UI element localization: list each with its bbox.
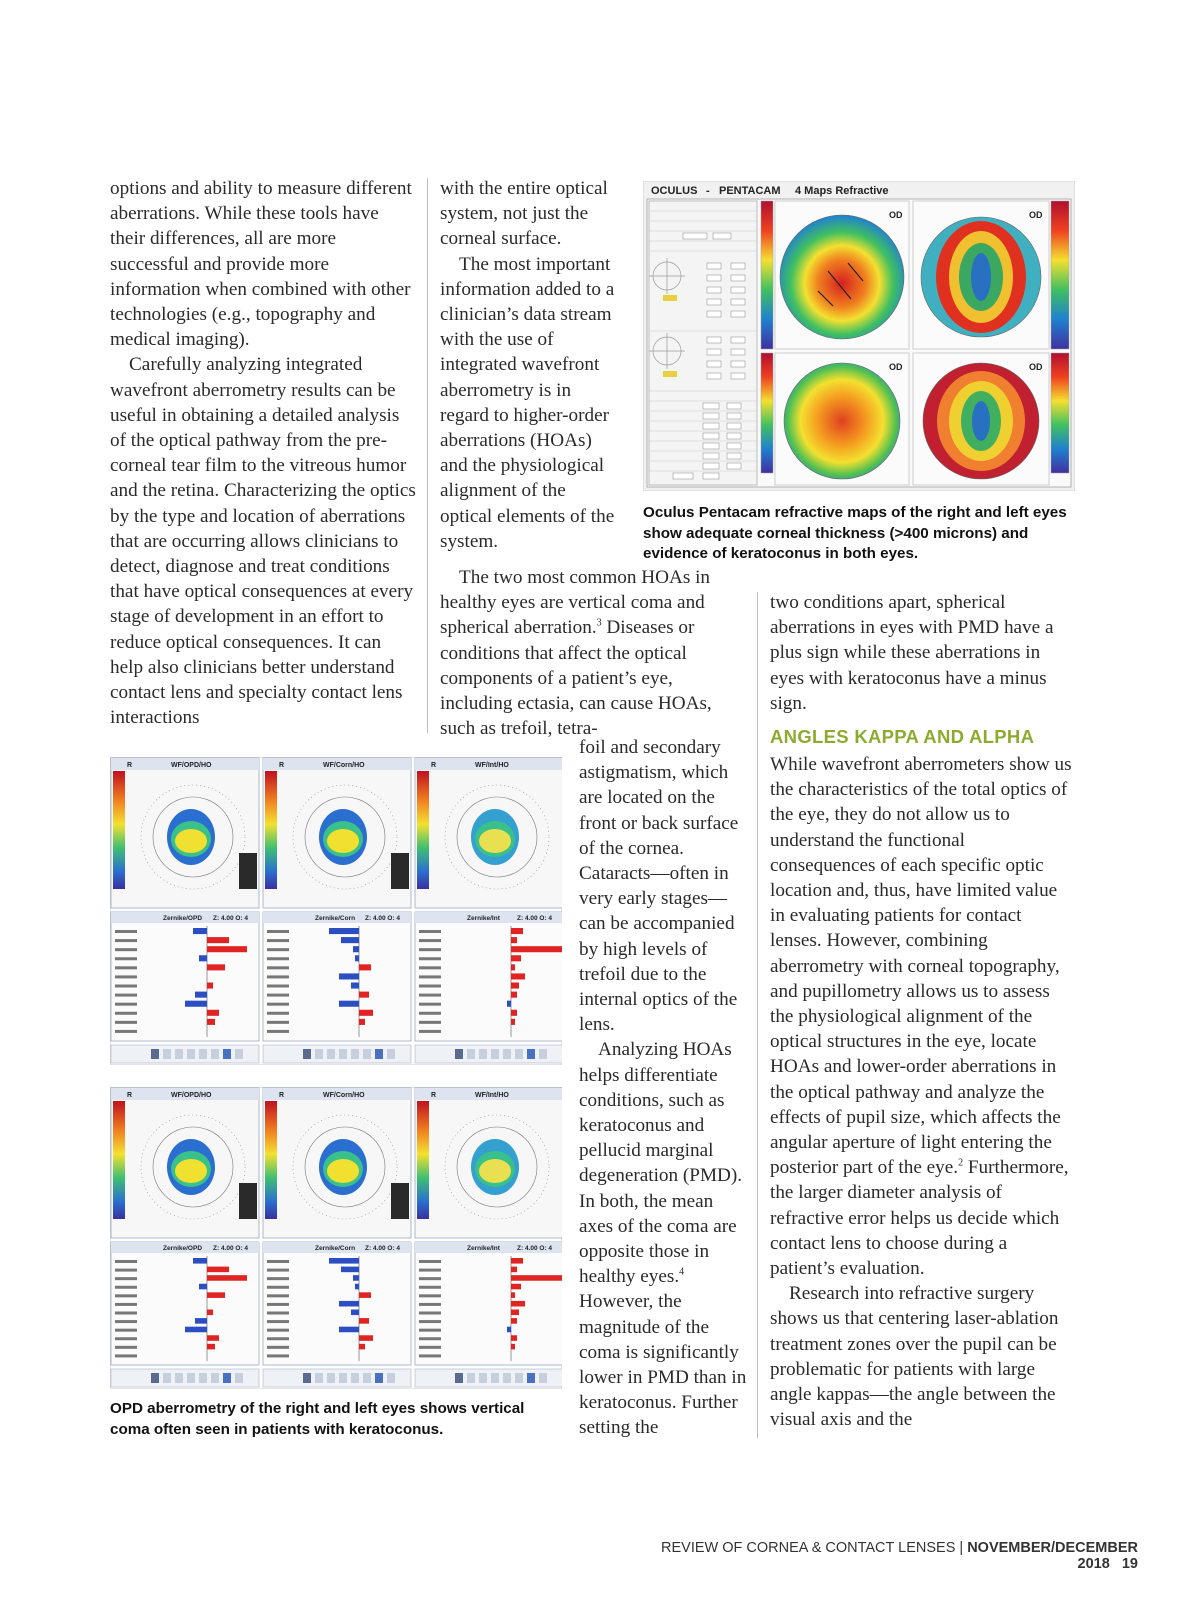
term-label xyxy=(267,930,289,933)
toolbar-button xyxy=(539,1373,547,1383)
coefficient-bar xyxy=(207,1310,213,1316)
term-label xyxy=(115,1277,137,1280)
toolbar-button xyxy=(467,1373,475,1383)
zernike-title: Zernike/OPD xyxy=(163,1245,203,1252)
toolbar-button xyxy=(479,1373,487,1383)
toolbar-button xyxy=(375,1373,383,1383)
section-heading: ANGLES KAPPA AND ALPHA xyxy=(770,726,1035,748)
zernike-title: Zernike/Int xyxy=(467,915,500,922)
toolbar-button xyxy=(351,1049,359,1059)
coefficient-bar xyxy=(511,964,515,970)
toolbar-button xyxy=(503,1049,511,1059)
coefficient-bar xyxy=(511,946,562,952)
coefficient-bar xyxy=(207,1267,229,1273)
coefficient-bar xyxy=(511,1010,517,1016)
term-label xyxy=(267,1269,289,1272)
page-footer xyxy=(600,1540,1138,1572)
term-label xyxy=(115,1320,137,1323)
term-label xyxy=(267,975,289,978)
coefficient-bar xyxy=(207,964,225,970)
paragraph: Research into refractive surgery shows us that centering laser-ablation treatment zones over the pupil can be problematic for patients with large angle kappas—the angle between the visual axis and the xyxy=(770,1283,1059,1431)
toolbar-button xyxy=(387,1049,395,1059)
coefficient-bar xyxy=(359,1318,369,1324)
panel-title: WF/Corn/HO xyxy=(323,1092,365,1099)
coefficient-bar xyxy=(351,1310,359,1316)
coefficient-bar xyxy=(511,1258,523,1264)
term-label xyxy=(267,994,289,997)
term-label xyxy=(115,1030,137,1033)
eye-label: R xyxy=(431,762,437,769)
toolbar-button xyxy=(467,1049,475,1059)
term-label xyxy=(419,975,441,978)
text-run: However, the magnitude of the coma is significantly lower in PMD than in keratoconus. Further setting the xyxy=(579,1291,747,1439)
coefficient-bar xyxy=(193,1258,207,1264)
coefficient-bar xyxy=(339,1301,359,1307)
paragraph xyxy=(440,565,740,741)
coefficient-bar xyxy=(511,973,525,979)
od-label: OD xyxy=(1029,210,1043,220)
coefficient-bar xyxy=(359,1019,365,1025)
toolbar-button xyxy=(455,1049,463,1059)
term-label xyxy=(115,985,137,988)
citation: 2 xyxy=(958,1157,964,1169)
coefficient-bar xyxy=(511,1318,517,1324)
citation: 4 xyxy=(679,1266,685,1278)
paragraph: with the entire optical system, not just the corneal surface. xyxy=(440,178,608,250)
toolbar-button xyxy=(223,1373,231,1383)
eye-label: R xyxy=(127,1092,133,1099)
toolbar-button xyxy=(235,1049,243,1059)
wavefront-blob xyxy=(175,829,207,853)
toolbar-button xyxy=(503,1373,511,1383)
term-label xyxy=(267,957,289,960)
toolbar-button xyxy=(151,1373,159,1383)
toolbar-button xyxy=(527,1049,535,1059)
toolbar-button xyxy=(199,1373,207,1383)
coefficient-bar xyxy=(359,1010,373,1016)
term-label xyxy=(419,994,441,997)
toolbar-button xyxy=(515,1373,523,1383)
eye-label: R xyxy=(431,1092,437,1099)
zernike-order: Z: 4.00 O: 4 xyxy=(213,915,249,922)
column-2-middle xyxy=(440,565,740,741)
term-label xyxy=(267,1294,289,1297)
coefficient-bar xyxy=(511,1019,515,1025)
toolbar-button xyxy=(211,1049,219,1059)
zernike-title: Zernike/OPD xyxy=(163,915,203,922)
color-scale xyxy=(417,1101,429,1219)
term-label xyxy=(267,1312,289,1315)
text-run: Diseases or conditions that affect the optical components of a patient’s eye, including ectasia, can cause HOAs, such as trefoil, tetra- xyxy=(440,617,712,740)
pentacam-product: PENTACAM xyxy=(719,185,781,197)
toolbar-button xyxy=(315,1373,323,1383)
toolbar-button xyxy=(515,1049,523,1059)
term-label xyxy=(419,939,441,942)
coefficient-bar xyxy=(341,937,359,943)
coefficient-bar xyxy=(511,1292,515,1298)
term-label xyxy=(115,1269,137,1272)
term-label xyxy=(115,975,137,978)
coefficient-bar xyxy=(207,946,247,952)
pentacam-mode: 4 Maps Refractive xyxy=(795,185,889,197)
zernike-title: Zernike/Corn xyxy=(315,1245,356,1252)
term-label xyxy=(115,1346,137,1349)
coefficient-bar xyxy=(193,928,207,934)
term-label xyxy=(115,948,137,951)
term-label xyxy=(115,1312,137,1315)
toolbar-button xyxy=(235,1373,243,1383)
term-label xyxy=(419,1337,441,1340)
coefficient-bar xyxy=(511,928,523,934)
column-1 xyxy=(110,176,416,730)
toolbar-button xyxy=(491,1373,499,1383)
pentacam-caption: Oculus Pentacam refractive maps of the right and left eyes show adequate corneal thickness (>400 microns) and evidence of keratoconus in both eyes. xyxy=(643,504,1067,562)
paragraph xyxy=(579,1037,747,1440)
corneal-thickness-map xyxy=(761,353,909,485)
pentacam-separator: - xyxy=(706,185,710,197)
opd-caption: OPD aberrometry of the right and left eyes shows vertical coma often seen in patients with keratoconus. xyxy=(110,1400,525,1438)
text-run: Analyzing HOAs helps differentiate conditions, such as keratoconus and pellucid marginal degeneration (PMD). In both, the mean axes of the coma are opposite those in healthy eyes. xyxy=(579,1039,743,1288)
term-label xyxy=(419,1354,441,1357)
term-label xyxy=(267,1260,289,1263)
od-label: OD xyxy=(1029,362,1043,372)
panel-title: WF/OPD/HO xyxy=(171,762,212,769)
coefficient-bar xyxy=(207,1292,225,1298)
toolbar-button xyxy=(339,1049,347,1059)
term-label xyxy=(115,939,137,942)
toolbar-button xyxy=(303,1373,311,1383)
psf-thumbnail xyxy=(391,1183,409,1219)
term-label xyxy=(267,1354,289,1357)
toolbar-button xyxy=(327,1049,335,1059)
term-label xyxy=(419,1329,441,1332)
color-scale xyxy=(417,771,429,889)
opd-figure-right-eye xyxy=(110,757,562,1065)
citation: 3 xyxy=(596,618,602,630)
term-label xyxy=(115,1303,137,1306)
paragraph: The most important information added to a clinician’s data stream with the use of integrated wavefront aberrometry is in regard to higher-order aberrations (HOAs) and the physiological alignment of the optical elements of the system. xyxy=(440,253,615,552)
column-2-upper xyxy=(440,176,618,554)
zernike-order: Z: 4.00 O: 4 xyxy=(517,1245,553,1252)
term-label xyxy=(419,957,441,960)
term-label xyxy=(419,1260,441,1263)
term-label xyxy=(115,957,137,960)
paragraph: options and ability to measure different aberrations. While these tools have their differences, all are more successful and provide more information when combined with other technologies (e.g., topography and medical imaging). xyxy=(110,178,412,351)
od-label: OD xyxy=(889,362,903,372)
coefficient-bar xyxy=(511,1284,521,1290)
text-run: Furthermore, the larger diameter analysis of refractive error helps us decide which contact lens to choose during a patient’s evaluation. xyxy=(770,1157,1069,1280)
wavefront-blob xyxy=(479,1159,511,1183)
coefficient-bar xyxy=(353,1275,359,1281)
eye-label: R xyxy=(279,1092,285,1099)
toolbar-button xyxy=(199,1049,207,1059)
coefficient-bar xyxy=(207,1335,219,1341)
journal-name: REVIEW OF CORNEA & CONTACT LENSES | xyxy=(661,1540,968,1556)
term-label xyxy=(115,1260,137,1263)
color-scale xyxy=(113,1101,125,1219)
toolbar-button xyxy=(303,1049,311,1059)
toolbar-button xyxy=(211,1373,219,1383)
coefficient-bar xyxy=(207,937,229,943)
color-scale xyxy=(265,771,277,889)
term-label xyxy=(419,1320,441,1323)
toolbar-button xyxy=(327,1373,335,1383)
toolbar-button xyxy=(223,1049,231,1059)
eye-label: R xyxy=(127,762,133,769)
coefficient-bar xyxy=(185,1327,207,1333)
term-label xyxy=(419,1312,441,1315)
zernike-order: Z: 4.00 O: 4 xyxy=(213,1245,249,1252)
term-label xyxy=(419,1294,441,1297)
coefficient-bar xyxy=(353,946,359,952)
page-number: 19 xyxy=(1121,1556,1138,1572)
coefficient-bar xyxy=(359,992,369,998)
coefficient-bar xyxy=(351,983,359,989)
coefficient-bar xyxy=(199,1284,207,1290)
coefficient-bar xyxy=(207,983,213,989)
term-label xyxy=(419,1269,441,1272)
text-run: While wavefront aberrometers show us the characteristics of the total optics of the eye, they do not allow us to understand the functional consequences of each specific optic location and, thus, have limited value in evaluating patients for contact lenses. However, combining aberrometry with corneal topography, and pupillometry allows us to assess the physiological alignment of the optical structures in the eye, locate HOAs and lower-order aberrations in the optical pathway and analyze the effects of pupil size, which affects the angular aperture of light entering the posterior part of the eye. xyxy=(770,754,1072,1179)
toolbar-button xyxy=(163,1049,171,1059)
pentacam-figure xyxy=(643,181,1075,491)
toolbar-button xyxy=(151,1049,159,1059)
term-label xyxy=(419,1277,441,1280)
term-label xyxy=(267,966,289,969)
term-label xyxy=(115,1286,137,1289)
toolbar-button xyxy=(163,1373,171,1383)
term-label xyxy=(115,994,137,997)
wavefront-blob xyxy=(327,829,359,853)
zernike-order: Z: 4.00 O: 4 xyxy=(517,915,553,922)
psf-thumbnail xyxy=(239,853,257,889)
term-label xyxy=(267,1329,289,1332)
term-label xyxy=(419,948,441,951)
opd-image xyxy=(110,757,562,1065)
wavefront-blob xyxy=(327,1159,359,1183)
opd-image xyxy=(110,1087,562,1389)
zernike-order: Z: 4.00 O: 4 xyxy=(365,1245,401,1252)
coefficient-bar xyxy=(207,1010,219,1016)
opd-figure-left-eye xyxy=(110,1087,562,1389)
coefficient-bar xyxy=(339,973,359,979)
coefficient-bar xyxy=(511,937,517,943)
psf-thumbnail xyxy=(391,853,409,889)
coefficient-bar xyxy=(329,928,359,934)
coefficient-bar xyxy=(339,1327,359,1333)
toolbar-button xyxy=(175,1373,183,1383)
coefficient-bar xyxy=(511,1267,517,1273)
term-label xyxy=(419,985,441,988)
column-rule xyxy=(757,592,758,1438)
coefficient-bar xyxy=(355,955,359,961)
coefficient-bar xyxy=(359,1335,373,1341)
paragraph: Carefully analyzing integrated wavefront aberrometry results can be useful in obtaining a detailed analysis of the optical pathway from the pre-corneal tear film to the vitreous humor and the retina. Characterizing the optics by the type and location of aberrations that are occurring allows clinicians to detect, diagnose and treat conditions that have optical consequences at every stage of development in an effort to reduce optical consequences. It can help also clinicians better understand contact lens and specialty contact lens interactions xyxy=(110,354,416,729)
term-label xyxy=(267,1320,289,1323)
panel-title: WF/OPD/HO xyxy=(171,1092,212,1099)
coefficient-bar xyxy=(511,983,519,989)
coefficient-bar xyxy=(339,1001,359,1007)
term-label xyxy=(115,1012,137,1015)
term-label xyxy=(267,1346,289,1349)
toolbar-button xyxy=(315,1049,323,1059)
term-label xyxy=(115,930,137,933)
coefficient-bar xyxy=(511,1344,515,1350)
wavefront-blob xyxy=(479,829,511,853)
coefficient-bar xyxy=(511,1275,562,1281)
term-label xyxy=(267,1303,289,1306)
patient-data-panel xyxy=(649,201,757,485)
term-label xyxy=(115,966,137,969)
term-label xyxy=(267,1337,289,1340)
back-elevation-map xyxy=(913,353,1069,485)
paragraph: two conditions apart, spherical aberrations in eyes with PMD have a plus sign while these aberrations in eyes with keratoconus have a minus sign. xyxy=(770,592,1054,714)
toolbar-button xyxy=(339,1373,347,1383)
coefficient-bar xyxy=(359,1292,371,1298)
term-label xyxy=(115,1003,137,1006)
term-label xyxy=(419,1012,441,1015)
coefficient-bar xyxy=(507,1001,511,1007)
text-run: The two most common HOAs in healthy eyes are vertical coma and spherical aberration. xyxy=(440,567,711,639)
coefficient-bar xyxy=(207,1019,215,1025)
term-label xyxy=(267,948,289,951)
column-2-lower xyxy=(579,735,747,1441)
coefficient-bar xyxy=(355,1284,359,1290)
term-label xyxy=(115,1337,137,1340)
term-label xyxy=(267,1277,289,1280)
front-elevation-map xyxy=(889,201,1069,349)
term-label xyxy=(267,985,289,988)
term-label xyxy=(419,966,441,969)
column-rule xyxy=(427,178,428,733)
toolbar-button xyxy=(187,1373,195,1383)
toolbar-button xyxy=(539,1049,547,1059)
term-label xyxy=(419,1286,441,1289)
toolbar-button xyxy=(387,1373,395,1383)
color-scale xyxy=(113,771,125,889)
pentacam-image xyxy=(643,181,1075,491)
coefficient-bar xyxy=(341,1267,359,1273)
term-label xyxy=(419,1030,441,1033)
panel-title: WF/Corn/HO xyxy=(323,762,365,769)
term-label xyxy=(419,1021,441,1024)
coefficient-bar xyxy=(199,955,207,961)
panel-title: WF/Int/HO xyxy=(475,762,509,769)
coefficient-bar xyxy=(195,992,207,998)
coefficient-bar xyxy=(511,1310,519,1316)
toolbar-button xyxy=(491,1049,499,1059)
coefficient-bar xyxy=(195,1318,207,1324)
term-label xyxy=(419,1003,441,1006)
psf-thumbnail xyxy=(239,1183,257,1219)
term-label xyxy=(419,1303,441,1306)
toolbar-button xyxy=(351,1373,359,1383)
zernike-title: Zernike/Int xyxy=(467,1245,500,1252)
toolbar-button xyxy=(375,1049,383,1059)
coefficient-bar xyxy=(359,1344,365,1350)
paragraph: foil and secondary astigmatism, which are located on the front or back surface of the cornea. Cataracts—often in very early stages—can be accompanied by high levels of trefoil due to the internal optics of the lens. xyxy=(579,737,739,1036)
term-label xyxy=(115,1329,137,1332)
coefficient-bar xyxy=(511,1335,517,1341)
od-label: OD xyxy=(889,210,903,220)
column-3 xyxy=(770,590,1075,1433)
term-label xyxy=(267,1003,289,1006)
coefficient-bar xyxy=(207,1344,215,1350)
term-label xyxy=(419,930,441,933)
term-label xyxy=(267,1021,289,1024)
term-label xyxy=(115,1294,137,1297)
coefficient-bar xyxy=(511,955,521,961)
toolbar-button xyxy=(527,1373,535,1383)
term-label xyxy=(267,939,289,942)
toolbar-button xyxy=(363,1373,371,1383)
wavefront-blob xyxy=(175,1159,207,1183)
zernike-order: Z: 4.00 O: 4 xyxy=(365,915,401,922)
toolbar-button xyxy=(363,1049,371,1059)
term-label xyxy=(115,1354,137,1357)
toolbar-button xyxy=(187,1049,195,1059)
coefficient-bar xyxy=(507,1327,511,1333)
term-label xyxy=(419,1346,441,1349)
coefficient-bar xyxy=(329,1258,359,1264)
paragraph xyxy=(770,752,1075,1281)
color-scale xyxy=(265,1101,277,1219)
issue-date: NOVEMBER/DECEMBER 2018 xyxy=(967,1540,1138,1572)
coefficient-bar xyxy=(359,964,371,970)
eye-label: R xyxy=(279,762,285,769)
coefficient-bar xyxy=(207,1275,247,1281)
toolbar-button xyxy=(479,1049,487,1059)
term-label xyxy=(115,1021,137,1024)
axial-curvature-map xyxy=(761,201,909,349)
coefficient-bar xyxy=(185,1001,207,1007)
zernike-title: Zernike/Corn xyxy=(315,915,356,922)
toolbar-button xyxy=(455,1373,463,1383)
panel-title: WF/Int/HO xyxy=(475,1092,509,1099)
pentacam-brand: OCULUS xyxy=(651,185,698,197)
term-label xyxy=(267,1286,289,1289)
coefficient-bar xyxy=(511,1301,525,1307)
coefficient-bar xyxy=(511,992,517,998)
term-label xyxy=(267,1030,289,1033)
term-label xyxy=(267,1012,289,1015)
toolbar-button xyxy=(175,1049,183,1059)
